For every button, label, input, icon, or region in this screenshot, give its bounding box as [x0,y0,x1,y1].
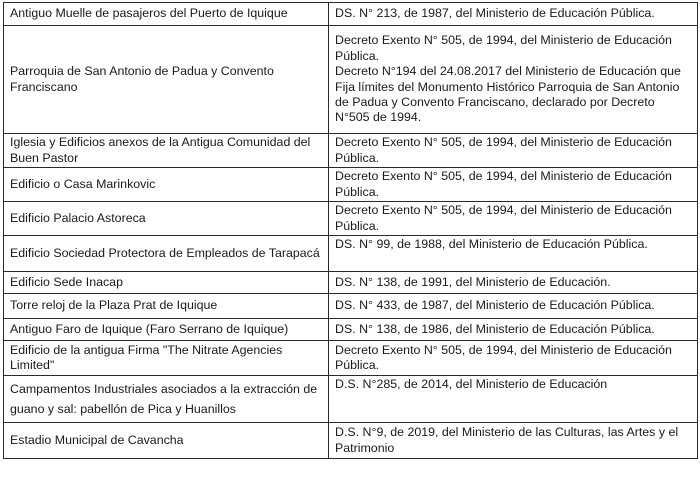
monument-name-cell: Estadio Municipal de Cavancha [4,423,329,459]
decree-line: Decreto N°194 del 24.08.2017 del Ministerio de Educación que Fija límites del Monumento Histórico Parroquia de San Antonio de Padua y Convento Franciscano, declarado por Decreto N°505 de 1994. [335,64,681,125]
monument-name-cell: Antiguo Faro de Iquique (Faro Serrano de Iquique) [4,319,329,341]
decree-line: Decreto Exento N° 505, de 1994, del Ministerio de Educación Pública. [335,33,672,63]
monument-name-cell: Torre reloj de la Plaza Prat de Iquique [4,294,329,319]
decree-cell: D.S. N°9, de 2019, del Ministerio de las Culturas, las Artes y el Patrimonio [329,423,698,459]
table-row [4,423,698,459]
document-page [3,2,697,478]
decree-cell: Decreto Exento N° 505, de 1994, del Ministerio de Educación Pública. [329,202,698,236]
monument-name-cell: Edificio de la antigua Firma "The Nitrate Agencies Limited" [4,341,329,376]
decree-cell: D.S. N°285, de 2014, del Ministerio de Educación [329,376,698,423]
decree-cell: Decreto Exento N° 505, de 1994, del Ministerio de Educación Pública. [329,341,698,376]
table-row [4,376,698,423]
monument-name-cell: Edificio Palacio Astoreca [4,202,329,236]
decree-cell [329,26,698,134]
monuments-table [3,2,698,459]
decree-cell: DS. N° 433, de 1987, del Ministerio de Educación Pública. [329,294,698,319]
table-row [4,3,698,26]
monument-name-cell: Edificio Sede Inacap [4,272,329,294]
decree-cell: DS. N° 99, de 1988, del Ministerio de Educación Pública. [329,236,698,272]
decree-cell: Decreto Exento N° 505, de 1994, del Ministerio de Educación Pública. [329,134,698,168]
table-row [4,236,698,272]
table-row [4,294,698,319]
table-row [4,26,698,134]
decree-cell: Decreto Exento N° 505, de 1994, del Ministerio de Educación Pública. [329,168,698,202]
decree-cell: DS. N° 138, de 1986, del Ministerio de Educación Pública. [329,319,698,341]
table-row [4,272,698,294]
decree-cell: DS. N° 213, de 1987, del Ministerio de Educación Pública. [329,3,698,26]
monument-name-cell: Antiguo Muelle de pasajeros del Puerto de Iquique [4,3,329,26]
decree-cell: DS. N° 138, de 1991, del Ministerio de Educación. [329,272,698,294]
table-row [4,134,698,168]
monument-name-cell: Campamentos Industriales asociados a la extracción de guano y sal: pabellón de Pica y Huanillos [4,376,329,423]
table-row [4,202,698,236]
monument-name-cell: Edificio o Casa Marinkovic [4,168,329,202]
table-row [4,319,698,341]
table-row [4,341,698,376]
monument-name-cell: Parroquia de San Antonio de Padua y Convento Franciscano [4,26,329,134]
monument-name-cell: Iglesia y Edificios anexos de la Antigua Comunidad del Buen Pastor [4,134,329,168]
table-row [4,168,698,202]
monument-name-cell: Edificio Sociedad Protectora de Empleados de Tarapacá [4,236,329,272]
